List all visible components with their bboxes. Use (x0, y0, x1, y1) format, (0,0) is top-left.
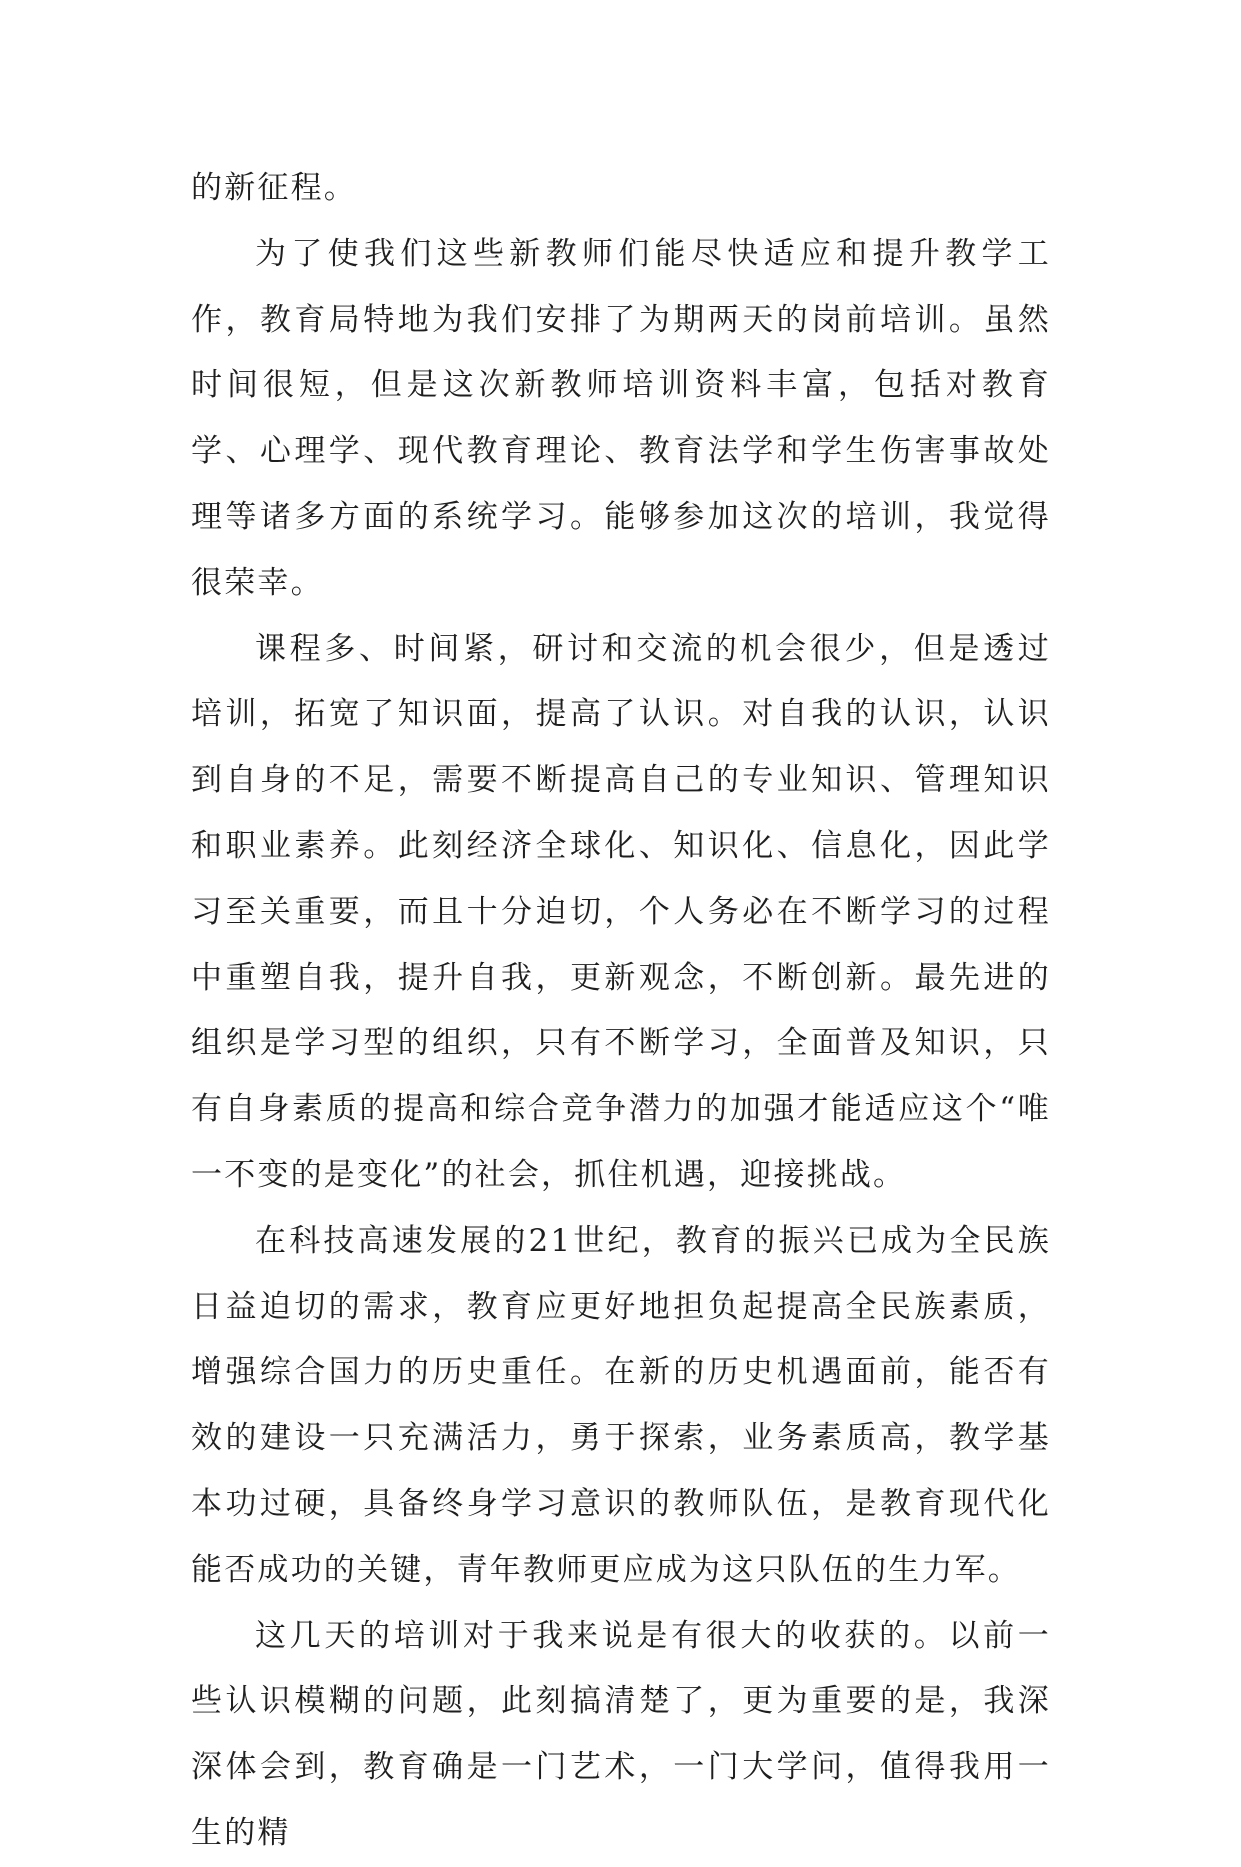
paragraph-harvest: 这几天的培训对于我来说是有很大的收获的。以前一些认识模糊的问题，此刻搞清楚了，更为重要的是，我深深体会到，教育确是一门艺术，一门大学问，值得我用一生的精 (191, 1617, 1051, 1851)
paragraph-education-century: 在科技高速发展的21世纪，教育的振兴已成为全民族日益迫切的需求，教育应更好地担负起提高全民族素质，增强综合国力的历史重任。在新的历史机遇面前，能否有效的建设一只充满活力，勇于探索，业务素质高，教学基本功过硬，具备终身学习意识的教师队伍，是教育现代化能否成功的关键，青年教师更应成为这只队伍的生力军。 (191, 1222, 1051, 1588)
paragraph-learning: 课程多、时间紧，研讨和交流的机会很少，但是透过培训，拓宽了知识面，提高了认识。对自我的认识，认识到自身的不足，需要不断提高自己的专业知识、管理知识和职业素养。此刻经济全球化、知识化、信息化，因此学习至关重要，而且十分迫切，个人务必在不断学习的过程中重塑自我，提升自我，更新观念，不断创新。最先进的组织是学习型的组织，只有不断学习，全面普及知识，只有自身素质的提高和综合竞争潜力的加强才能适应这个“唯一不变的是变化”的社会，抓住机遇，迎接挑战。 (191, 630, 1051, 1193)
document-body (191, 156, 1051, 1867)
paragraph-continuation: 的新征程。 (191, 170, 357, 206)
paragraph-training-intro: 为了使我们这些新教师们能尽快适应和提升教学工作，教育局特地为我们安排了为期两天的岗前培训。虽然时间很短，但是这次新教师培训资料丰富，包括对教育学、心理学、现代教育理论、教育法学和学生伤害事故处理等诸多方面的系统学习。能够参加这次的培训，我觉得很荣幸。 (191, 235, 1051, 601)
